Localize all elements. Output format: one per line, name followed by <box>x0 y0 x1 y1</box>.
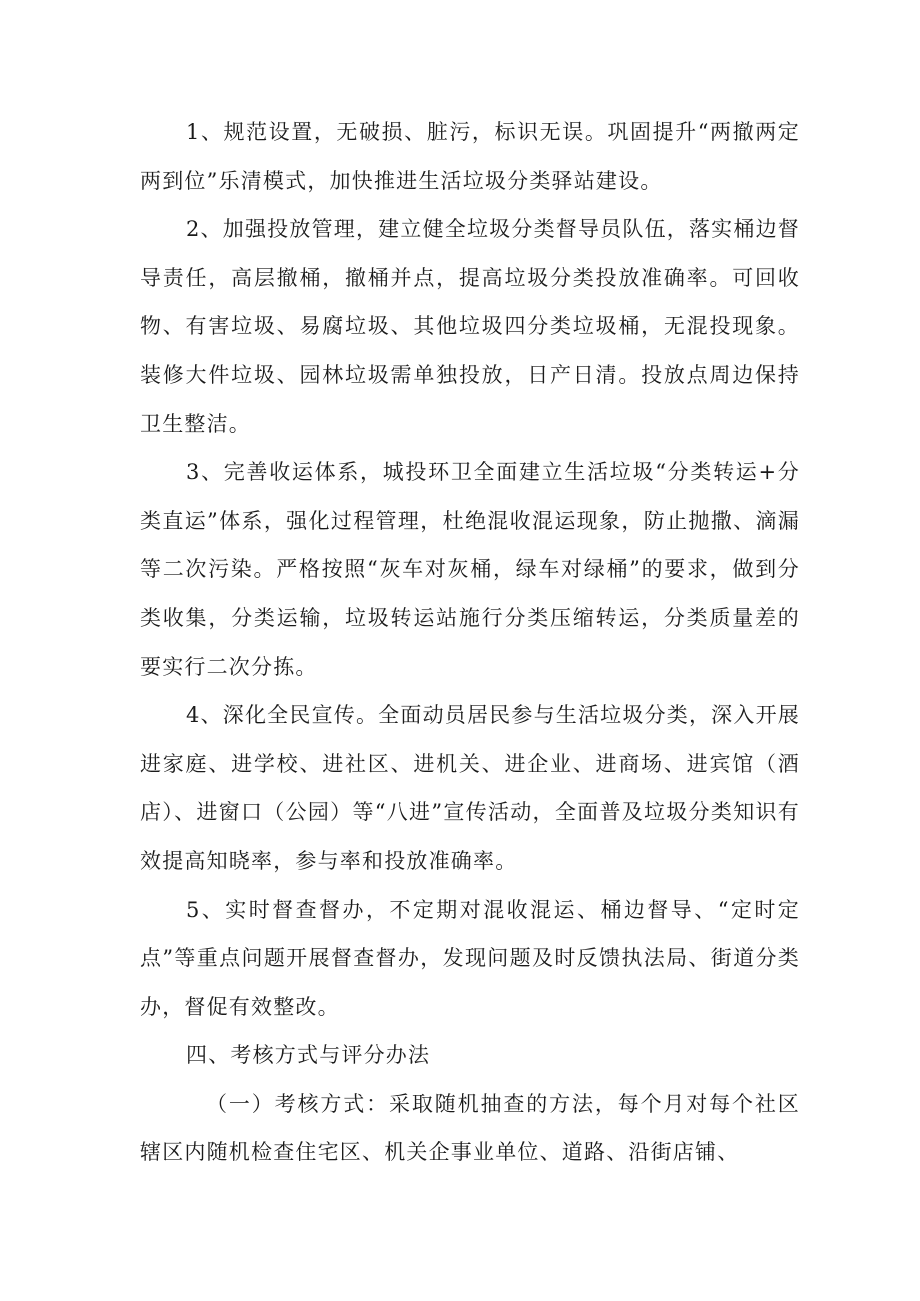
subsection-paragraph: （一）考核方式：采取随机抽查的方法，每个月对每个社区辖区内随机检查住宅区、机关企事业单位、道路、沿街店铺、 <box>140 1091 800 1165</box>
section-heading: 四、考核方式与评分办法 <box>186 1043 431 1068</box>
paragraph-item-1: 1、规范设置，无破损、脏污，标识无误。巩固提升“两撤两定两到位”乐清模式，加快推进生活垃圾分类驿站建设。 <box>140 120 800 193</box>
paragraph-item-2: 2、加强投放管理，建立健全垃圾分类督导员队伍，落实桶边督导责任，高层撤桶，撤桶并点，提高垃圾分类投放准确率。可回收物、有害垃圾、易腐垃圾、其他垃圾四分类垃圾桶，无混投现象。装修大件垃圾、园林垃圾需单独投放，日产日清。投放点周边保持卫生整洁。 <box>140 217 800 436</box>
paragraph-item-4: 4、深化全民宣传。全面动员居民参与生活垃圾分类，深入开展进家庭、进学校、进社区、进机关、进企业、进商场、进宾馆（酒店）、进窗口（公园）等“八进”宣传活动，全面普及垃圾分类知识有效提高知晓率，参与率和投放准确率。 <box>140 703 800 873</box>
document-body <box>140 108 800 1177</box>
paragraph-item-5: 5、实时督查督办，不定期对混收混运、桶边督导、“定时定点”等重点问题开展督查督办，发现问题及时反馈执法局、街道分类办，督促有效整改。 <box>140 897 800 1019</box>
paragraph-item-3: 3、完善收运体系，城投环卫全面建立生活垃圾“分类转运+分类直运”体系，强化过程管理，杜绝混收混运现象，防止抛撒、滴漏等二次污染。严格按照“灰车对灰桶，绿车对绿桶”的要求，做到分类收集，分类运输，垃圾转运站施行分类压缩转运，分类质量差的要实行二次分拣。 <box>140 460 800 679</box>
